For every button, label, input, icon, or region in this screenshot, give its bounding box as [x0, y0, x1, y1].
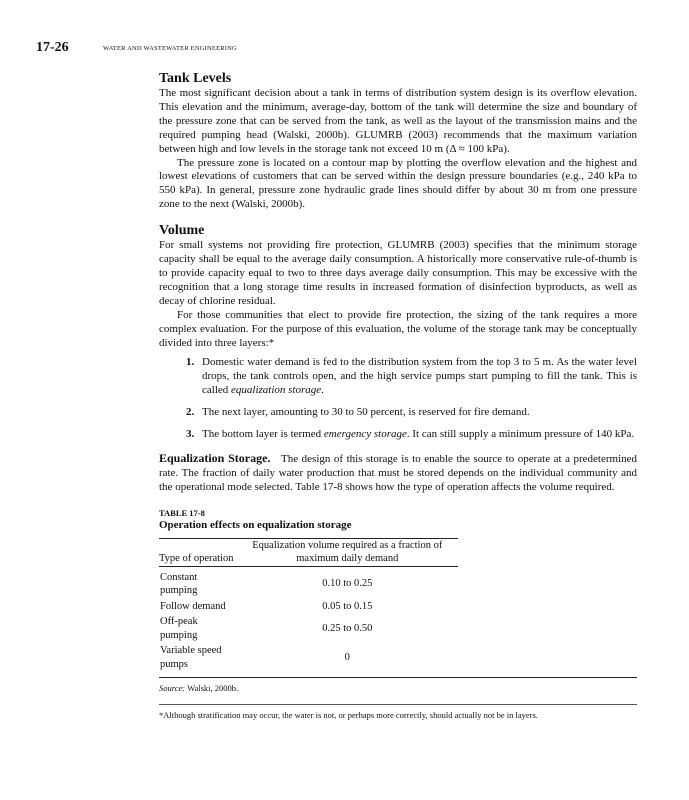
table-row: Constant pumping 0.10 to 0.25 — [160, 571, 373, 597]
equalization-table — [159, 538, 458, 678]
table-row: Variable speed pumps 0 — [160, 645, 350, 670]
list-text: The bottom layer is termed emergency storage. It can still supply a minimum pressure of 140 kPa. — [202, 428, 635, 441]
paragraph-tank-levels-2: The pressure zone is located on a contour map by plotting the overflow elevation and the highest and lowest elevations of customers that can be served within the design pressure boundaries (e.g., 240 kPa to 550 kPa). In general, pressure zone hydraulic grade lines should differ by about 30 m from one pressure zone to the next (Walski, 2000b). — [159, 156, 637, 211]
footnote: *Although stratification may occur, the water is not, or perhaps more correctly, should actually not be in layers. — [159, 710, 538, 721]
paragraph-volume-1: For small systems not providing fire protection, GLUMRB (2003) specifies that the minimum storage capacity shall be equal to the average daily consumption. A historically more conservative rule-of-thumb is to provide capacity equal to two to three days average daily consumption. This may be excessive with the recognition that a long storage time results in increased formation of disinfection byproducts, as well as decay of chlorine residual. — [159, 239, 637, 307]
table-row: Follow demand 0.05 to 0.15 — [160, 600, 373, 612]
list-text: Domestic water demand is fed to the distribution system from the top 3 to 5 m. As the water level drops, the tank controls open, and the high service pumps start pumping to fill the tank. This is called equalization storage. — [202, 356, 637, 397]
table-label: TABLE 17-8 — [159, 507, 205, 518]
table-caption: Operation effects on equalization storage — [159, 518, 352, 531]
running-title: WATER AND WASTEWATER ENGINEERING — [103, 45, 237, 52]
heading-volume: Volume — [159, 223, 205, 239]
layers-list — [159, 356, 637, 442]
table-header-volume: Equalization volume required as a fraction of maximum daily demand — [252, 539, 443, 565]
page-header — [36, 40, 656, 58]
list-number: 2. — [186, 406, 195, 419]
paragraph-equalization: Equalization Storage. The design of this storage is to enable the source to operate at a predetermined rate. The fraction of daily water production that must be stored depends on the individual community and the operational mode selected. Table 17-8 shows how the type of operation affects the volume required. — [159, 450, 638, 493]
footnote-rule — [159, 704, 637, 705]
page-body — [159, 70, 637, 723]
table-header-type: Type of operation — [159, 553, 234, 565]
page-number: 17-26 — [36, 40, 69, 55]
list-number: 3. — [186, 428, 195, 441]
paragraph-volume-2: For those communities that elect to provide fire protection, the sizing of the tank requires a more complex evaluation. For the purpose of this evaluation, the volume of the storage tank may be conceptually divided into three layers:* — [159, 308, 637, 349]
list-item — [186, 406, 637, 420]
list-number: 1. — [186, 356, 195, 369]
list-item — [186, 428, 637, 442]
paragraph-tank-levels-1: The most significant decision about a tank in terms of distribution system design is its overflow elevation. This elevation and the minimum, average-day, bottom of the tank will determine the size and boundary of the pressure zone that can be served from the tank, as well as the layout of the transmission mains and the required pumping head (Walski, 2000b). GLUMRB (2003) recommends that the maximum variation between high and low levels in the storage tank not exceed 10 m (Δ ≈ 100 kPa). — [159, 87, 637, 155]
heading-tank-levels: Tank Levels — [159, 71, 232, 86]
table-row: Off-peak pumping 0.25 to 0.50 — [160, 616, 373, 641]
list-text: The next layer, amounting to 30 to 50 percent, is reserved for fire demand. — [202, 406, 530, 419]
list-item — [186, 356, 637, 398]
table-bottom-rule — [159, 677, 637, 678]
table-source: Source: Walski, 2000b. — [159, 683, 239, 694]
run-in-heading: Equalization Storage. — [159, 450, 271, 465]
